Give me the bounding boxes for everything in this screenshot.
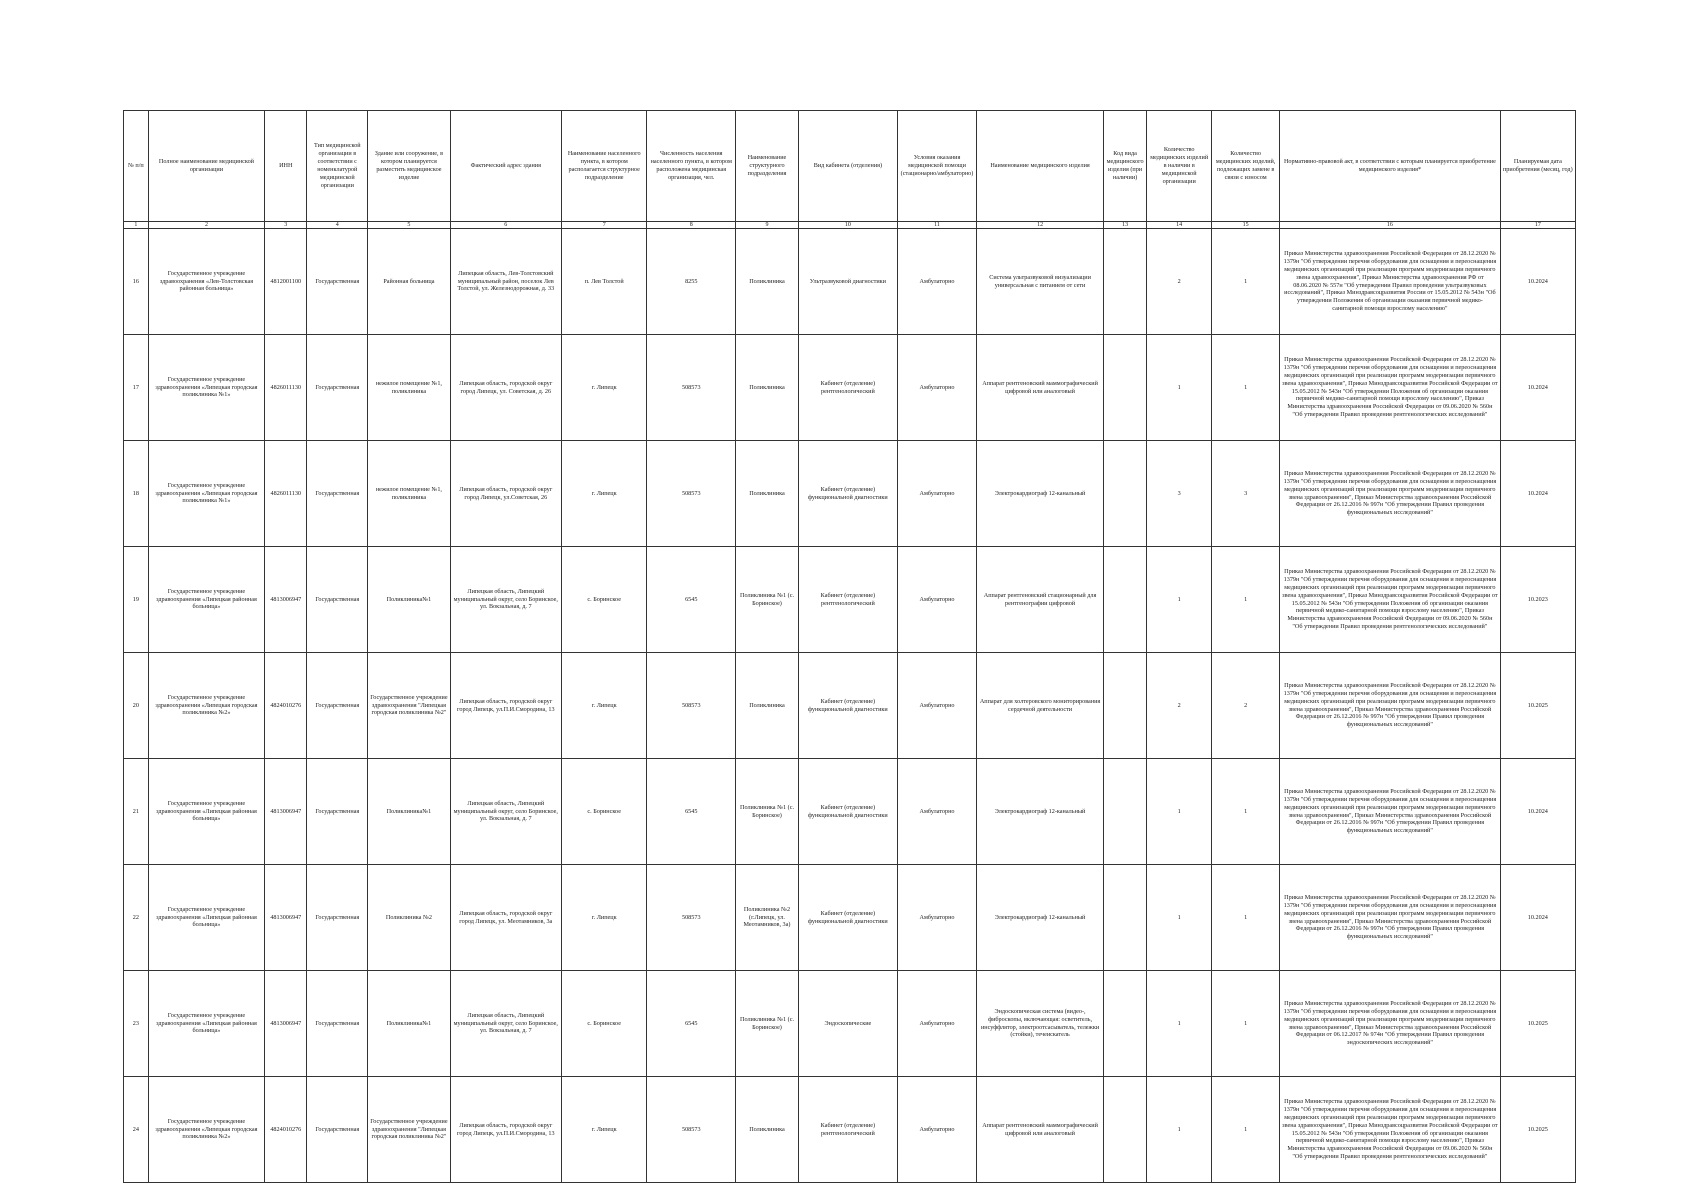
devices-available-cell: 3 (1147, 441, 1212, 547)
device-code-cell (1103, 547, 1146, 653)
device-name-cell: Аппарат рентгеновский стационарный для рентгенографии цифровой (977, 547, 1104, 653)
legal-act-cell: Приказ Министерства здравоохранения Российской Федерации от 28.12.2020 № 1379н "Об утверждении перечня оборудования для оснащения и переоснащения медицинских организаций при реализации программ модернизации первичного звена здравоохранения", Приказ Министерства здравоохранения Российской Федерации от 06.12.2017 № 974н "Об утверждении Правил проведения эндоскопических исследований" (1280, 971, 1501, 1077)
devices-available-cell: 1 (1147, 759, 1212, 865)
table-row (124, 971, 1576, 1077)
organization-name-cell: Государственное учреждение здравоохранения «Липецкая районная больница» (148, 547, 264, 653)
devices-to-replace-cell: 1 (1212, 547, 1280, 653)
settlement-cell: г. Липецк (561, 441, 647, 547)
device-name-cell: Электрокардиограф 12-канальный (977, 865, 1104, 971)
devices-to-replace-cell: 2 (1212, 653, 1280, 759)
column-header: Фактический адрес здания (450, 111, 561, 222)
table-row (124, 229, 1576, 335)
table-row (124, 865, 1576, 971)
care-conditions-cell: Амбулаторно (897, 547, 976, 653)
population-cell: 508573 (647, 335, 736, 441)
organization-type-cell: Государственная (307, 865, 368, 971)
devices-available-cell: 1 (1147, 1077, 1212, 1183)
subdivision-cell: Поликлиника №1 (с. Боринское) (736, 547, 799, 653)
column-number-row (124, 222, 1576, 229)
organization-type-cell: Государственная (307, 335, 368, 441)
building-cell: Поликлиника№1 (368, 547, 450, 653)
column-number: 15 (1212, 222, 1280, 229)
building-cell: Поликлиника№1 (368, 759, 450, 865)
inn-cell: 4824010276 (265, 653, 307, 759)
cabinet-type-cell: Кабинет (отделение) рентгенологический (798, 335, 897, 441)
cabinet-type-cell: Кабинет (отделение) рентгенологический (798, 547, 897, 653)
column-header: Планируемая дата приобретения (месяц, год) (1500, 111, 1575, 222)
subdivision-cell: Поликлиника (736, 653, 799, 759)
row-number-cell: 16 (124, 229, 149, 335)
cabinet-type-cell: Ультразвуковой диагностики (798, 229, 897, 335)
inn-cell: 4812001100 (265, 229, 307, 335)
devices-available-cell: 1 (1147, 971, 1212, 1077)
device-name-cell: Аппарат рентгеновский маммографический цифровой или аналоговый (977, 1077, 1104, 1183)
settlement-cell: г. Липецк (561, 865, 647, 971)
settlement-cell: п. Лев Толстой (561, 229, 647, 335)
column-header: Код вида медицинского изделия (при наличии) (1103, 111, 1146, 222)
purchase-date-cell: 10.2024 (1500, 441, 1575, 547)
legal-act-cell: Приказ Министерства здравоохранения Российской Федерации от 28.12.2020 № 1379н "Об утверждении перечня оборудования для оснащения и переоснащения медицинских организаций при реализации программ модернизации первичного звена здравоохранения", Приказ Минздравсоцразвития Российской Федерации от 15.05.2012 № 543н "Об утверждении Положения об организации оказания первичной медико-санитарной помощи взрослому населению", Приказ Министерства здравоохранения Российской Федерации от 09.06.2020 № 560н "Об утверждении Правил проведения рентгенологических исследований" (1280, 1077, 1501, 1183)
column-header: Здание или сооружение, в котором планируется разместить медицинское изделие (368, 111, 450, 222)
purchase-date-cell: 10.2025 (1500, 1077, 1575, 1183)
organization-type-cell: Государственная (307, 653, 368, 759)
device-name-cell: Эндоскопическая система (видео-, фиброскопы, включающая: осветитель, инсуффлятор, электроотсасыватель, тележки (стойки), течеискатель (977, 971, 1104, 1077)
row-number-cell: 18 (124, 441, 149, 547)
table-row (124, 441, 1576, 547)
inn-cell: 4824010276 (265, 1077, 307, 1183)
column-header: Условия оказания медицинской помощи (стационарно/амбулаторно) (897, 111, 976, 222)
column-number: 13 (1103, 222, 1146, 229)
inn-cell: 4813006947 (265, 971, 307, 1077)
device-code-cell (1103, 335, 1146, 441)
population-cell: 6545 (647, 759, 736, 865)
row-number-cell: 17 (124, 335, 149, 441)
organization-type-cell: Государственная (307, 1077, 368, 1183)
purchase-date-cell: 10.2024 (1500, 335, 1575, 441)
cabinet-type-cell: Эндоскопические (798, 971, 897, 1077)
purchase-date-cell: 10.2024 (1500, 865, 1575, 971)
population-cell: 6545 (647, 971, 736, 1077)
address-cell: Липецкая область, Липецкий муниципальный округ, село Боринское, ул. Вокзальная, д. 7 (450, 547, 561, 653)
device-name-cell: Система ультразвуковой визуализации универсальная с питанием от сети (977, 229, 1104, 335)
legal-act-cell: Приказ Министерства здравоохранения Российской Федерации от 28.12.2020 № 1379н "Об утверждении перечня оборудования для оснащения и переоснащения медицинских организаций при реализации программ модернизации первичного звена здравоохранения", Приказ Министерства здравоохранения Российской Федерации от 26.12.2016 № 997н "Об утверждении Правил проведения функциональных исследований" (1280, 759, 1501, 865)
building-cell: нежилое помещение №1, поликлиника (368, 441, 450, 547)
column-number: 6 (450, 222, 561, 229)
column-number: 14 (1147, 222, 1212, 229)
device-code-cell (1103, 653, 1146, 759)
organization-type-cell: Государственная (307, 971, 368, 1077)
column-number: 16 (1280, 222, 1501, 229)
care-conditions-cell: Амбулаторно (897, 971, 976, 1077)
column-header: Полное наименование медицинской организации (148, 111, 264, 222)
population-cell: 508573 (647, 1077, 736, 1183)
legal-act-cell: Приказ Министерства здравоохранения Российской Федерации от 28.12.2020 № 1379н "Об утверждении перечня оборудования для оснащения и переоснащения медицинских организаций при реализации программ модернизации первичного звена здравоохранения", Приказ Министерства здравоохранения РФ от 08.06.2020 № 557н "Об утверждении Правил проведения ультразвуковых исследований", Приказ Минздравсоцразвития России от 15.05.2012 № 543н "Об утверждении Положения об организации оказания первичной медико-санитарной помощи взрослому населению" (1280, 229, 1501, 335)
devices-available-cell: 2 (1147, 653, 1212, 759)
care-conditions-cell: Амбулаторно (897, 865, 976, 971)
legal-act-cell: Приказ Министерства здравоохранения Российской Федерации от 28.12.2020 № 1379н "Об утверждении перечня оборудования для оснащения и переоснащения медицинских организаций при реализации программ модернизации первичного звена здравоохранения", Приказ Министерства здравоохранения Российской Федерации от 26.12.2016 № 997н "Об утверждении Правил проведения функциональных исследований" (1280, 653, 1501, 759)
care-conditions-cell: Амбулаторно (897, 229, 976, 335)
building-cell: нежилое помещение №1, поликлиника (368, 335, 450, 441)
row-number-cell: 21 (124, 759, 149, 865)
population-cell: 508573 (647, 441, 736, 547)
address-cell: Липецкая область, Лев-Толстовский муниципальный район, поселок Лев Толстой, ул. Железнодорожная, д. 33 (450, 229, 561, 335)
building-cell: Государственное учреждение здравоохранения "Липецкая городская поликлиника №2" (368, 1077, 450, 1183)
column-number: 10 (798, 222, 897, 229)
care-conditions-cell: Амбулаторно (897, 1077, 976, 1183)
device-code-cell (1103, 759, 1146, 865)
purchase-date-cell: 10.2024 (1500, 759, 1575, 865)
column-number: 5 (368, 222, 450, 229)
address-cell: Липецкая область, городской округ город Липецк, ул.П.И.Смородина, 13 (450, 653, 561, 759)
device-code-cell (1103, 1077, 1146, 1183)
devices-to-replace-cell: 3 (1212, 441, 1280, 547)
cabinet-type-cell: Кабинет (отделение) рентгенологический (798, 1077, 897, 1183)
device-code-cell (1103, 441, 1146, 547)
column-number: 7 (561, 222, 647, 229)
column-header: Нормативно-правовой акт, в соответствии с которым планируется приобретение медицинского изделия* (1280, 111, 1501, 222)
device-code-cell (1103, 971, 1146, 1077)
address-cell: Липецкая область, городской округ город Липецк, ул.П.И.Смородина, 13 (450, 1077, 561, 1183)
care-conditions-cell: Амбулаторно (897, 441, 976, 547)
legal-act-cell: Приказ Министерства здравоохранения Российской Федерации от 28.12.2020 № 1379н "Об утверждении перечня оборудования для оснащения и переоснащения медицинских организаций при реализации программ модернизации первичного звена здравоохранения", Приказ Минздравсоцразвития Российской Федерации от 15.05.2012 № 543н "Об утверждении Положения об организации оказания первичной медико-санитарной помощи взрослому населению", Приказ Министерства здравоохранения Российской Федерации от 09.06.2020 № 560н "Об утверждении Правил проведения рентгенологических исследований" (1280, 335, 1501, 441)
organization-type-cell: Государственная (307, 229, 368, 335)
address-cell: Липецкая область, Липецкий муниципальный округ, село Боринское, ул. Вокзальная, д. 7 (450, 971, 561, 1077)
organization-name-cell: Государственное учреждение здравоохранения «Липецкая городская поликлиника №2» (148, 1077, 264, 1183)
devices-to-replace-cell: 1 (1212, 1077, 1280, 1183)
devices-to-replace-cell: 1 (1212, 229, 1280, 335)
purchase-date-cell: 10.2023 (1500, 547, 1575, 653)
care-conditions-cell: Амбулаторно (897, 653, 976, 759)
column-number: 8 (647, 222, 736, 229)
subdivision-cell: Поликлиника №2 (г.Липецк, ул. Меотамников, 3а) (736, 865, 799, 971)
column-header: Тип медицинской организации в соответствии с номенклатурой медицинской организации (307, 111, 368, 222)
settlement-cell: г. Липецк (561, 335, 647, 441)
devices-to-replace-cell: 1 (1212, 971, 1280, 1077)
purchase-date-cell: 10.2025 (1500, 653, 1575, 759)
organization-name-cell: Государственное учреждение здравоохранения «Липецкая городская поликлиника №1» (148, 335, 264, 441)
column-header: Наименование структурного подразделения (736, 111, 799, 222)
organization-name-cell: Государственное учреждение здравоохранения «Лев-Толстовская районная больница» (148, 229, 264, 335)
inn-cell: 4813006947 (265, 759, 307, 865)
column-number: 2 (148, 222, 264, 229)
building-cell: Районная больница (368, 229, 450, 335)
organization-name-cell: Государственное учреждение здравоохранения «Липецкая городская поликлиника №1» (148, 441, 264, 547)
device-name-cell: Аппарат для холтеровского мониторирования сердечной деятельности (977, 653, 1104, 759)
column-number: 9 (736, 222, 799, 229)
settlement-cell: г. Липецк (561, 653, 647, 759)
column-number: 17 (1500, 222, 1575, 229)
row-number-cell: 23 (124, 971, 149, 1077)
column-header: Наименование населенного пункта, в котором располагается структурное подразделение (561, 111, 647, 222)
row-number-cell: 20 (124, 653, 149, 759)
row-number-cell: 22 (124, 865, 149, 971)
table-row (124, 1077, 1576, 1183)
population-cell: 8255 (647, 229, 736, 335)
cabinet-type-cell: Кабинет (отделение) функциональной диагностики (798, 653, 897, 759)
device-code-cell (1103, 229, 1146, 335)
organization-name-cell: Государственное учреждение здравоохранения «Липецкая городская поликлиника №2» (148, 653, 264, 759)
table-row (124, 759, 1576, 865)
devices-available-cell: 1 (1147, 335, 1212, 441)
devices-available-cell: 1 (1147, 865, 1212, 971)
organization-type-cell: Государственная (307, 547, 368, 653)
population-cell: 508573 (647, 865, 736, 971)
purchase-date-cell: 10.2025 (1500, 971, 1575, 1077)
device-name-cell: Электрокардиограф 12-канальный (977, 441, 1104, 547)
address-cell: Липецкая область, городской округ город Липецк, ул.Советская, 26 (450, 441, 561, 547)
document-page (123, 110, 1576, 1183)
purchase-date-cell: 10.2024 (1500, 229, 1575, 335)
devices-to-replace-cell: 1 (1212, 335, 1280, 441)
devices-to-replace-cell: 1 (1212, 759, 1280, 865)
header-row (124, 111, 1576, 222)
devices-available-cell: 1 (1147, 547, 1212, 653)
column-number: 12 (977, 222, 1104, 229)
inn-cell: 4813006947 (265, 547, 307, 653)
organization-name-cell: Государственное учреждение здравоохранения «Липецкая районная больница» (148, 971, 264, 1077)
column-header: Вид кабинета (отделения) (798, 111, 897, 222)
column-number: 4 (307, 222, 368, 229)
device-code-cell (1103, 865, 1146, 971)
address-cell: Липецкая область, Липецкий муниципальный округ, село Боринское, ул. Вокзальная, д. 7 (450, 759, 561, 865)
settlement-cell: с. Боринское (561, 971, 647, 1077)
organization-type-cell: Государственная (307, 759, 368, 865)
column-number: 1 (124, 222, 149, 229)
row-number-cell: 19 (124, 547, 149, 653)
subdivision-cell: Поликлиника №1 (с. Боринское) (736, 971, 799, 1077)
legal-act-cell: Приказ Министерства здравоохранения Российской Федерации от 28.12.2020 № 1379н "Об утверждении перечня оборудования для оснащения и переоснащения медицинских организаций при реализации программ модернизации первичного звена здравоохранения", Приказ Министерства здравоохранения Российской Федерации от 26.12.2016 № 997н "Об утверждении Правил проведения функциональных исследований" (1280, 865, 1501, 971)
legal-act-cell: Приказ Министерства здравоохранения Российской Федерации от 28.12.2020 № 1379н "Об утверждении перечня оборудования для оснащения и переоснащения медицинских организаций при реализации программ модернизации первичного звена здравоохранения", Приказ Минздравсоцразвития Российской Федерации от 15.05.2012 № 543н "Об утверждении Положения об организации оказания первичной медико-санитарной помощи взрослому населению", Приказ Министерства здравоохранения Российской Федерации от 09.06.2020 № 560н "Об утверждении Правил проведения рентгенологических исследований" (1280, 547, 1501, 653)
organization-type-cell: Государственная (307, 441, 368, 547)
settlement-cell: г. Липецк (561, 1077, 647, 1183)
subdivision-cell: Поликлиника (736, 229, 799, 335)
device-name-cell: Электрокардиограф 12-канальный (977, 759, 1104, 865)
column-header: Количество медицинских изделий, подлежащих замене в связи с износом (1212, 111, 1280, 222)
cabinet-type-cell: Кабинет (отделение) функциональной диагностики (798, 759, 897, 865)
column-number: 3 (265, 222, 307, 229)
inn-cell: 4813006947 (265, 865, 307, 971)
cabinet-type-cell: Кабинет (отделение) функциональной диагностики (798, 865, 897, 971)
table-row (124, 335, 1576, 441)
subdivision-cell: Поликлиника (736, 1077, 799, 1183)
devices-available-cell: 2 (1147, 229, 1212, 335)
population-cell: 508573 (647, 653, 736, 759)
building-cell: Поликлиника№1 (368, 971, 450, 1077)
devices-to-replace-cell: 1 (1212, 865, 1280, 971)
column-header: № п/п (124, 111, 149, 222)
column-header: Численность населения населенного пункта, в котором расположена медицинская организация, чел. (647, 111, 736, 222)
column-number: 11 (897, 222, 976, 229)
organization-name-cell: Государственное учреждение здравоохранения «Липецкая районная больница» (148, 865, 264, 971)
address-cell: Липецкая область, городской округ город Липецк, ул. Меотамников, 3а (450, 865, 561, 971)
equipment-table (123, 110, 1576, 1183)
column-header: ИНН (265, 111, 307, 222)
settlement-cell: с. Боринское (561, 547, 647, 653)
address-cell: Липецкая область, городской округ город Липецк, ул. Советская, д. 26 (450, 335, 561, 441)
building-cell: Поликлиника №2 (368, 865, 450, 971)
legal-act-cell: Приказ Министерства здравоохранения Российской Федерации от 28.12.2020 № 1379н "Об утверждении перечня оборудования для оснащения и переоснащения медицинских организаций при реализации программ модернизации первичного звена здравоохранения", Приказ Министерства здравоохранения Российской Федерации от 26.12.2016 № 997н "Об утверждении Правил проведения функциональных исследований" (1280, 441, 1501, 547)
care-conditions-cell: Амбулаторно (897, 335, 976, 441)
cabinet-type-cell: Кабинет (отделение) функциональной диагностики (798, 441, 897, 547)
population-cell: 6545 (647, 547, 736, 653)
settlement-cell: с. Боринское (561, 759, 647, 865)
organization-name-cell: Государственное учреждение здравоохранения «Липецкая районная больница» (148, 759, 264, 865)
inn-cell: 4826011130 (265, 441, 307, 547)
column-header: Количество медицинских изделий в наличии в медицинской организации (1147, 111, 1212, 222)
inn-cell: 4826011130 (265, 335, 307, 441)
table-row (124, 653, 1576, 759)
subdivision-cell: Поликлиника №1 (с. Боринское) (736, 759, 799, 865)
column-header: Наименование медицинского изделия (977, 111, 1104, 222)
table-row (124, 547, 1576, 653)
building-cell: Государственное учреждение здравоохранения "Липецкая городская поликлиника №2" (368, 653, 450, 759)
table-body (124, 229, 1576, 1183)
device-name-cell: Аппарат рентгеновский маммографический цифровой или аналоговый (977, 335, 1104, 441)
care-conditions-cell: Амбулаторно (897, 759, 976, 865)
subdivision-cell: Поликлиника (736, 335, 799, 441)
row-number-cell: 24 (124, 1077, 149, 1183)
subdivision-cell: Поликлиника (736, 441, 799, 547)
